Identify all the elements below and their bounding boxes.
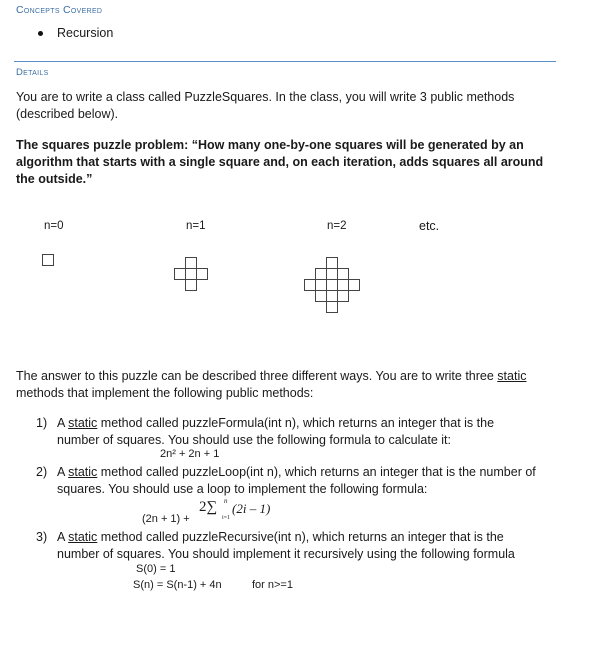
- answer-text-after: methods that implement the following public methods:: [16, 386, 314, 400]
- bullet-icon: [38, 31, 43, 36]
- unit-square: [326, 301, 338, 313]
- method-2-text: [57, 464, 557, 498]
- problem-statement: The squares puzzle problem: “How many one-by-one squares will be generated by an algorithm that starts with a single square and, on each iteration, adds squares all around the outside.”: [16, 138, 544, 186]
- label-n0: n=0: [44, 220, 64, 232]
- answer-text-before: The answer to this puzzle can be described three different ways. You are to write three: [16, 369, 498, 383]
- unit-square: [337, 290, 349, 302]
- concept-item: Recursion: [57, 26, 114, 40]
- unit-square: [348, 279, 360, 291]
- label-etc: etc.: [419, 219, 440, 233]
- details-heading: Details: [16, 67, 49, 78]
- method-2-number: 2): [36, 465, 48, 479]
- method-2-static: static: [68, 465, 98, 479]
- method-2-formula-term: (2i – 1): [232, 501, 271, 516]
- method-1-text: [57, 415, 537, 449]
- unit-square: [185, 279, 197, 291]
- method-2-formula-sub: i=1: [222, 515, 231, 521]
- unit-square: [42, 254, 54, 266]
- label-n2: n=2: [327, 220, 347, 232]
- intro-paragraph: You are to write a class called PuzzleSquares. In the class, you will write 3 public methods (described below).: [16, 90, 515, 121]
- method-3-text: [57, 529, 547, 563]
- method-2-formula-sup: n: [224, 497, 228, 505]
- method-3-base-case: S(0) = 1: [136, 563, 176, 575]
- method-3-recurrence: S(n) = S(n-1) + 4n: [133, 579, 222, 591]
- method-2-formula-prefix: (2n + 1) +: [142, 513, 190, 525]
- unit-square: [196, 268, 208, 280]
- method-2-lead: A: [57, 465, 69, 479]
- method-2-formula-sum: 2∑: [199, 499, 218, 515]
- section-divider: [14, 61, 556, 62]
- method-2-rest: method called puzzleLoop(int n), which returns an integer that is the number of squares. You should use a loop to implement the following formula:: [57, 465, 536, 496]
- method-1-formula: 2n² + 2n + 1: [160, 448, 220, 460]
- method-1-rest: method called puzzleFormula(int n), which returns an integer that is the number of squares. You should use the following formula to calculate it:: [57, 416, 495, 447]
- method-3-static: static: [68, 530, 98, 544]
- answer-paragraph: [16, 368, 556, 402]
- method-1-number: 1): [36, 416, 48, 430]
- concepts-heading: Concepts Covered: [16, 4, 103, 16]
- method-3-rest: method called puzzleRecursive(int n), which returns an integer that is the number of squares. You should implement it recursively using the following formula: [57, 530, 515, 561]
- method-3-lead: A: [57, 530, 69, 544]
- label-n1: n=1: [186, 220, 206, 232]
- method-1-static: static: [68, 416, 98, 430]
- answer-static-word: static: [497, 369, 527, 383]
- method-3-condition: for n>=1: [252, 579, 293, 591]
- method-3-number: 3): [36, 530, 48, 544]
- method-1-lead: A: [57, 416, 69, 430]
